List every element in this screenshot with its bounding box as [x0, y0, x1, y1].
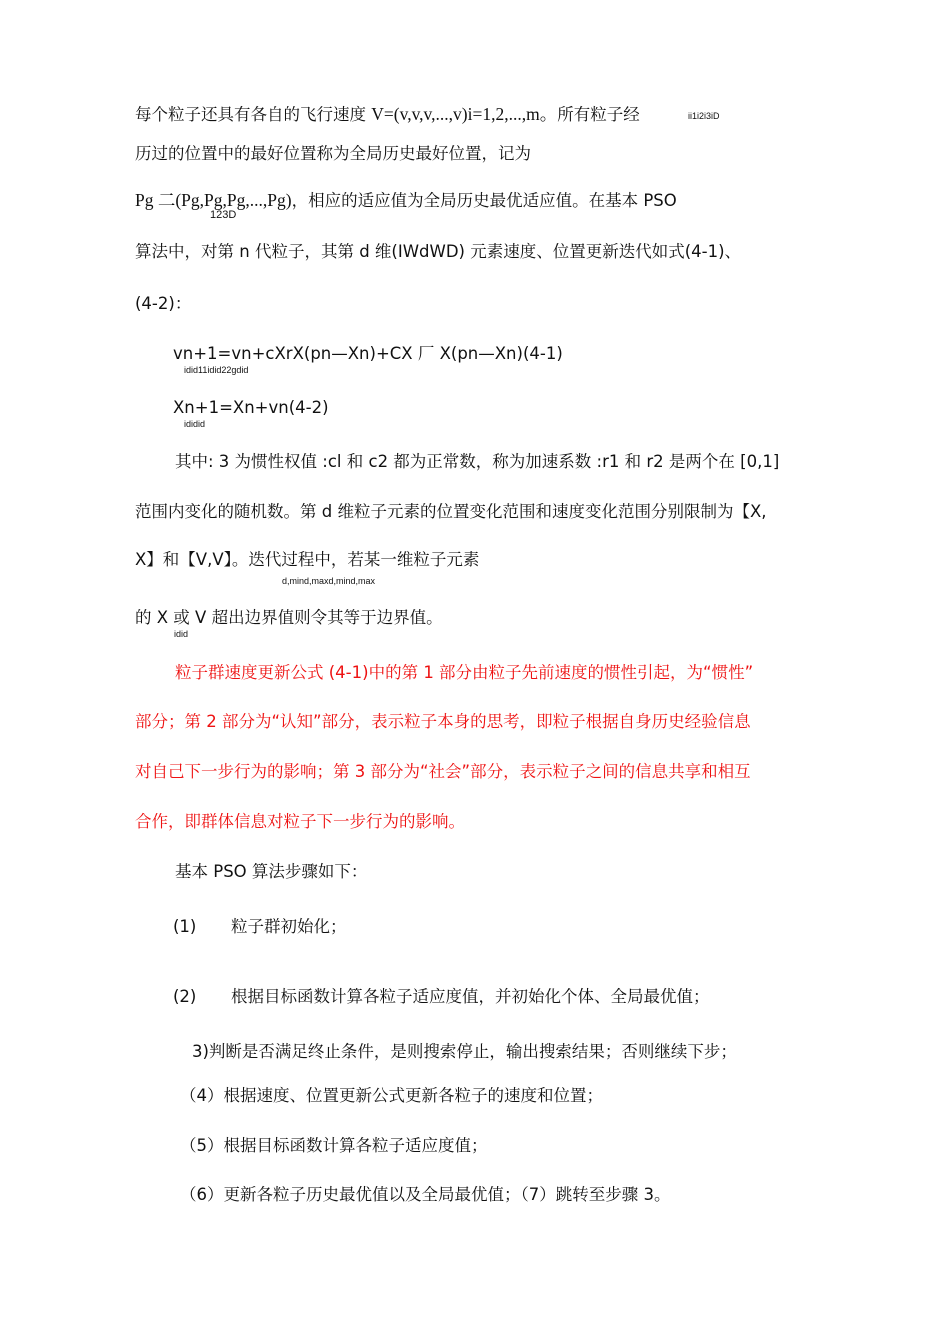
text: ，相应的适应值为全局历史最优适应值。在基本 PSO: [291, 191, 677, 210]
text: 每个粒子还具有各自的飞行速度: [135, 105, 372, 124]
subscript-text: ididid: [184, 419, 206, 429]
step-text: 根据目标函数计算各粒子适应度值，并初始化个体、全局最优值；: [231, 987, 710, 1006]
step-3: 3)判断是否满足终止条件，是则搜索停止，输出搜索结果；否则继续下步；: [192, 1042, 737, 1061]
paragraph-line: 算法中，对第 n 代粒子，其第 d 维(IWdWD) 元素速度、位置更新迭代如式(4-1)、: [135, 242, 742, 261]
highlight-line: 对自己下一步行为的影响；第 3 部分为“社会”部分，表示粒子之间的信息共享和相互: [135, 762, 751, 781]
subscript-text: idid: [174, 629, 189, 639]
step-5: （5）根据目标函数计算各粒子适应度值；: [180, 1136, 488, 1155]
step-2: [173, 989, 710, 1006]
steps-intro: 基本 PSO 算法步骤如下：: [175, 862, 368, 881]
formula: V=(v,v,v,...,v)i=1,2,...,m。: [371, 104, 558, 124]
step-1: [173, 919, 347, 936]
step-6-7: （6）更新各粒子历史最优值以及全局最优值；（7）跳转至步骤 3。: [180, 1185, 671, 1204]
subscript-text: 123D: [210, 209, 237, 221]
paragraph-line: [135, 192, 677, 210]
paragraph-line: X】和【V,V】。迭代过程中，若某一维粒子元素: [135, 550, 480, 569]
highlight-line: 部分；第 2 部分为“认知”部分，表示粒子本身的思考，即粒子根据自身历史经验信息: [135, 712, 751, 731]
paragraph-line: 的 X 或 V 超出边界值则令其等于边界值。: [135, 608, 443, 627]
highlight-line: 粒子群速度更新公式 (4-1)中的第 1 部分由粒子先前速度的惯性引起，为“惯性”: [175, 663, 754, 682]
formula-4-1: vn+1=vn+cXrX(pn—Xn)+CX 厂 X(pn—Xn)(4-1): [173, 344, 563, 363]
paragraph-line: 其中: 3 为惯性权值 :cl 和 c2 都为正常数，称为加速系数 :r1 和 r2 是两个在 [0,1]: [175, 452, 780, 471]
subscript-text: d,mind,maxd,mind,max: [282, 576, 376, 586]
step-4: （4）根据速度、位置更新公式更新各粒子的速度和位置；: [180, 1086, 603, 1105]
formula: Pg 二(Pg,Pg,Pg,...,Pg): [135, 190, 292, 210]
text: 所有粒子经: [557, 105, 640, 124]
subscript-text: ii1i2i3iD: [688, 111, 720, 121]
step-number: (1): [173, 917, 197, 936]
paragraph-line: (4-2)：: [135, 294, 192, 313]
paragraph-line: 范围内变化的随机数。第 d 维粒子元素的位置变化范围和速度变化范围分别限制为【X,: [135, 502, 767, 521]
paragraph-line: 历过的位置中的最好位置称为全局历史最好位置，记为: [135, 144, 531, 163]
subscript-text: idid11idid22gdid: [184, 365, 249, 375]
step-text: 粒子群初始化；: [231, 917, 347, 936]
step-number: (2): [173, 987, 197, 1006]
highlight-line: 合作，即群体信息对粒子下一步行为的影响。: [135, 812, 465, 831]
formula-4-2: Xn+1=Xn+vn(4-2): [173, 398, 329, 417]
paragraph-line: [135, 106, 640, 124]
